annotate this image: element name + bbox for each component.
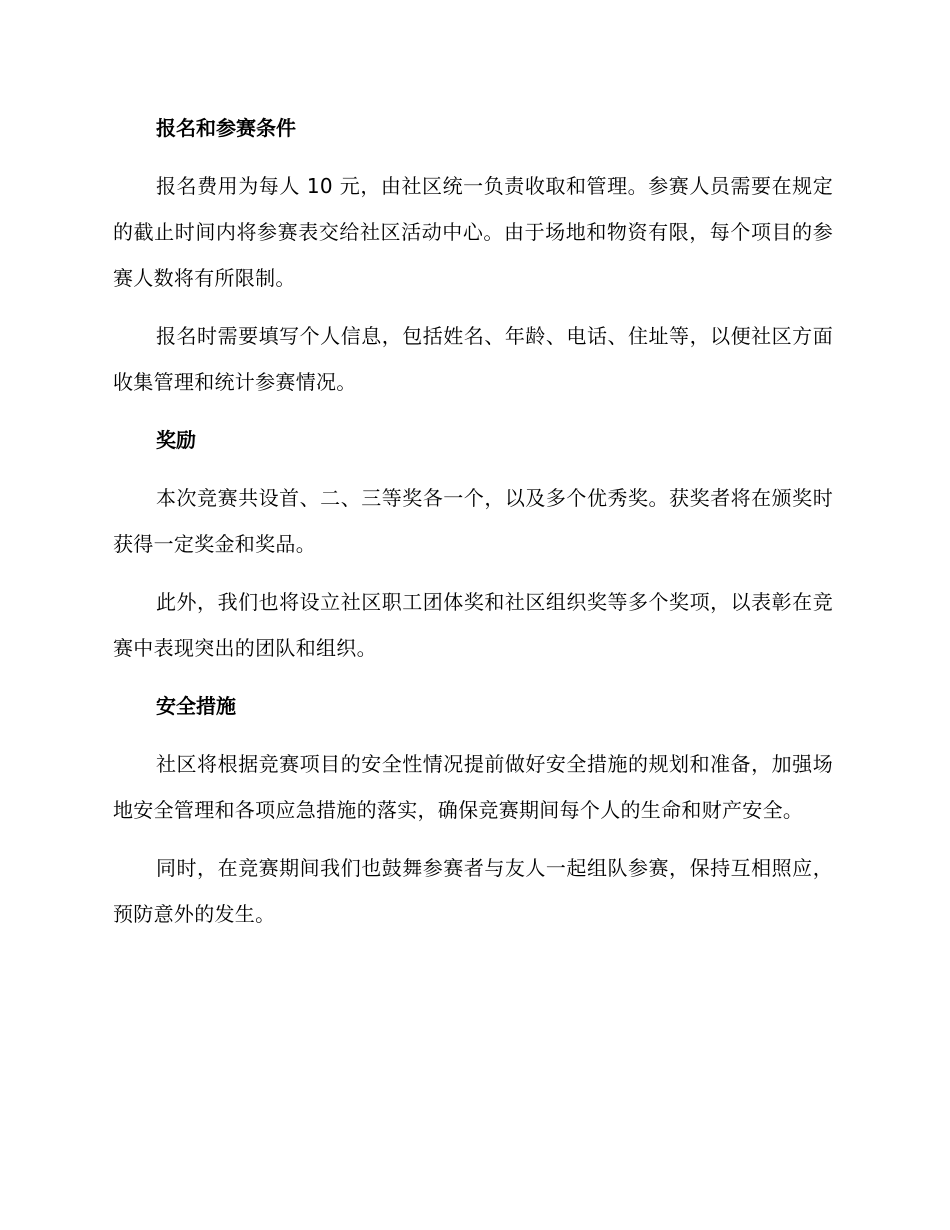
paragraph-registration-fee: 报名费用为每人 10 元，由社区统一负责收取和管理。参赛人员需要在规定的截止时间内将参赛表交给社区活动中心。由于场地和物资有限，每个项目的参赛人数将有所限制。 [113,174,833,290]
paragraph-safety-measures: 社区将根据竞赛项目的安全性情况提前做好安全措施的规划和准备，加强场地安全管理和各项应急措施的落实，确保竞赛期间每个人的生命和财产安全。 [113,752,833,822]
paragraph-safety-teamwork: 同时，在竞赛期间我们也鼓舞参赛者与友人一起组队参赛，保持互相照应，预防意外的发生。 [113,856,833,926]
section-heading-awards: 奖励 [156,428,196,452]
section-heading-registration: 报名和参赛条件 [156,116,296,140]
document-page [113,105,833,937]
paragraph-awards-team: 此外，我们也将设立社区职工团体奖和社区组织奖等多个奖项，以表彰在竞赛中表现突出的团队和组织。 [113,590,833,660]
paragraph-registration-info: 报名时需要填写个人信息，包括姓名、年龄、电话、住址等，以便社区方面收集管理和统计参赛情况。 [113,324,833,394]
paragraph-awards-prizes: 本次竞赛共设首、二、三等奖各一个，以及多个优秀奖。获奖者将在颁奖时获得一定奖金和奖品。 [113,486,833,556]
section-heading-safety: 安全措施 [156,694,236,718]
